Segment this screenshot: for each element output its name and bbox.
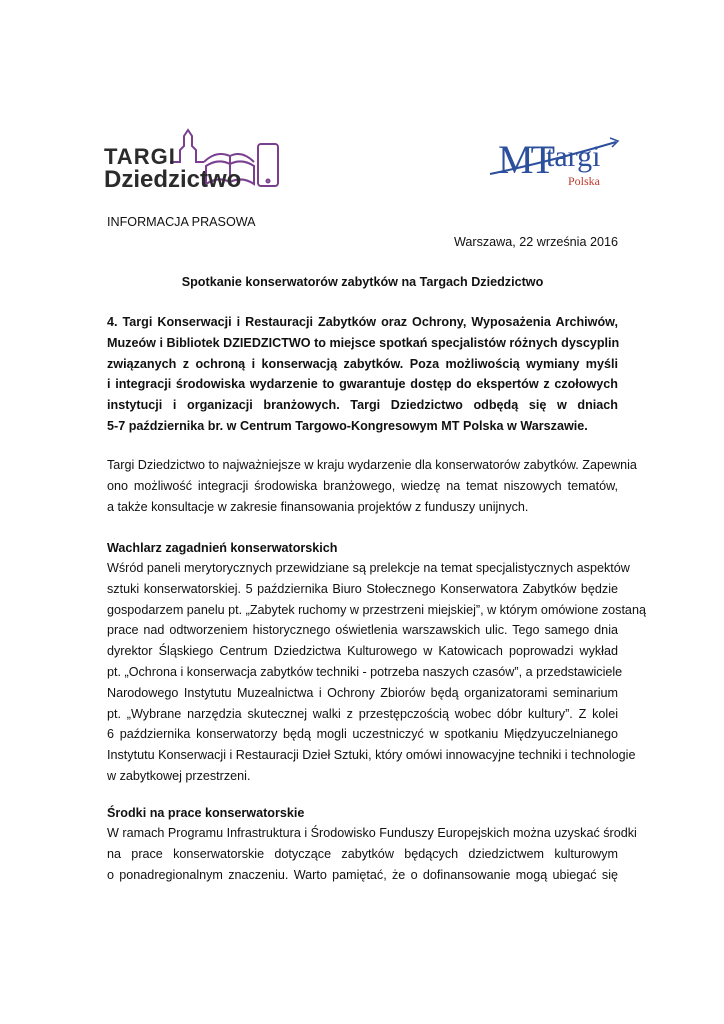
logo-polska-text: Polska (568, 174, 601, 188)
paragraph-line: gospodarzem panelu pt. „Zabytek ruchomy w przestrzeni miejskiej”, w którym omówione zostaną (107, 602, 646, 617)
paragraph-line: o ponadregionalnym znaczeniu. Warto pamiętać, że o dofinansowanie mogą ubiegać się (107, 867, 618, 882)
lead-line: 5-7 października br. w Centrum Targowo-Kongresowym MT Polska w Warszawie. (107, 418, 588, 433)
lead-line: związanych z ochroną i konserwacją zabytków. Poza możliwością wymiany myśli (107, 356, 618, 371)
section-paragraph (107, 558, 646, 787)
logo-targi-dziedzictwo (104, 126, 278, 192)
paragraph-intro (107, 455, 637, 517)
date-line: Warszawa, 22 września 2016 (453, 235, 618, 249)
paragraph-line: Wśród paneli merytorycznych przewidziane są prelekcje na temat specjalistycznych aspektów (107, 561, 630, 575)
paragraph-line: na prace konserwatorskie dotyczące zabytków będących dziedzictwem kulturowym (107, 846, 618, 861)
paragraph-line: Targi Dziedzictwo to najważniejsze w kraju wydarzenie dla konserwatorów zabytków. Zapewnia (107, 458, 637, 472)
section-paragraph (107, 823, 637, 885)
logo-targi-line2: Dziedzictwo (104, 166, 242, 193)
document-title: Spotkanie konserwatorów zabytków na Targach Dziedzictwo (181, 275, 544, 289)
paragraph-line: dyrektor Śląskiego Centrum Dziedzictwa Kulturowego w Katowicach poprowadzi wykład (107, 644, 618, 659)
logo-mt-text: MT (498, 137, 552, 182)
paragraph-line: sztuki konserwatorskiej. 5 października Biuro Stołecznego Konserwatora Zabytków będzie (107, 581, 618, 596)
paragraph-line: pt. „Wybrane narzędzia skutecznej walki z przestępczością wobec dóbr kultury”. Z kolei (107, 706, 618, 721)
logo-targi-line1: TARGI (104, 144, 176, 169)
section-heading: Wachlarz zagadnień konserwatorskich (107, 541, 338, 555)
paragraph-line: prace nad odtworzeniem historycznego oświetlenia warszawskich ulic. Tego samego dnia (107, 623, 618, 638)
lead-line: instytucji i organizacji branżowych. Targi Dziedzictwo odbędą się w dniach (107, 398, 618, 413)
section-heading: Środki na prace konserwatorskie (107, 806, 305, 820)
lead-paragraph (107, 312, 618, 437)
paragraph-line: a także konsultacje w zakresie finansowania projektów z funduszy unijnych. (107, 499, 529, 514)
paragraph-line: W ramach Programu Infrastruktura i Środowisko Funduszy Europejskich można uzyskać środki (107, 826, 637, 840)
paragraph-line: w zabytkowej przestrzeni. (107, 768, 251, 783)
paragraph-line: 6 października konserwatorzy będą mogli uczestniczyć w spotkaniu Międzyuczelnianego (107, 727, 618, 742)
press-label: INFORMACJA PRASOWA (107, 215, 256, 229)
lead-line: 4. Targi Konserwacji i Restauracji Zabytków oraz Ochrony, Wyposażenia Archiwów, (107, 315, 618, 329)
paragraph-line: pt. „Ochrona i konserwacja zabytków techniki - potrzeba naszych czasów”, a przedstawiciele (107, 664, 623, 679)
paragraph-line: Instytutu Konserwacji i Restauracji Dzieł Sztuki, który omówi innowacyjne techniki i technologie (107, 748, 636, 763)
paragraph-line: Narodowego Instytutu Muzealnictwa i Ochrony Zbiorów będą organizatorami seminarium (107, 685, 618, 700)
logo-mt-targi-polska (488, 134, 622, 194)
paragraph-line: ono możliwość integracji środowiska branżowego, wiedzę na temat niszowych tematów, (107, 478, 618, 493)
lead-line: i integracji środowiska wydarzenie to gwarantuje dostęp do ekspertów z czołowych (107, 377, 618, 392)
lead-line: Muzeów i Bibliotek DZIEDZICTWO to miejsce spotkań specjalistów różnych dyscyplin (107, 335, 620, 350)
logo-targi-text: targi (546, 140, 601, 173)
